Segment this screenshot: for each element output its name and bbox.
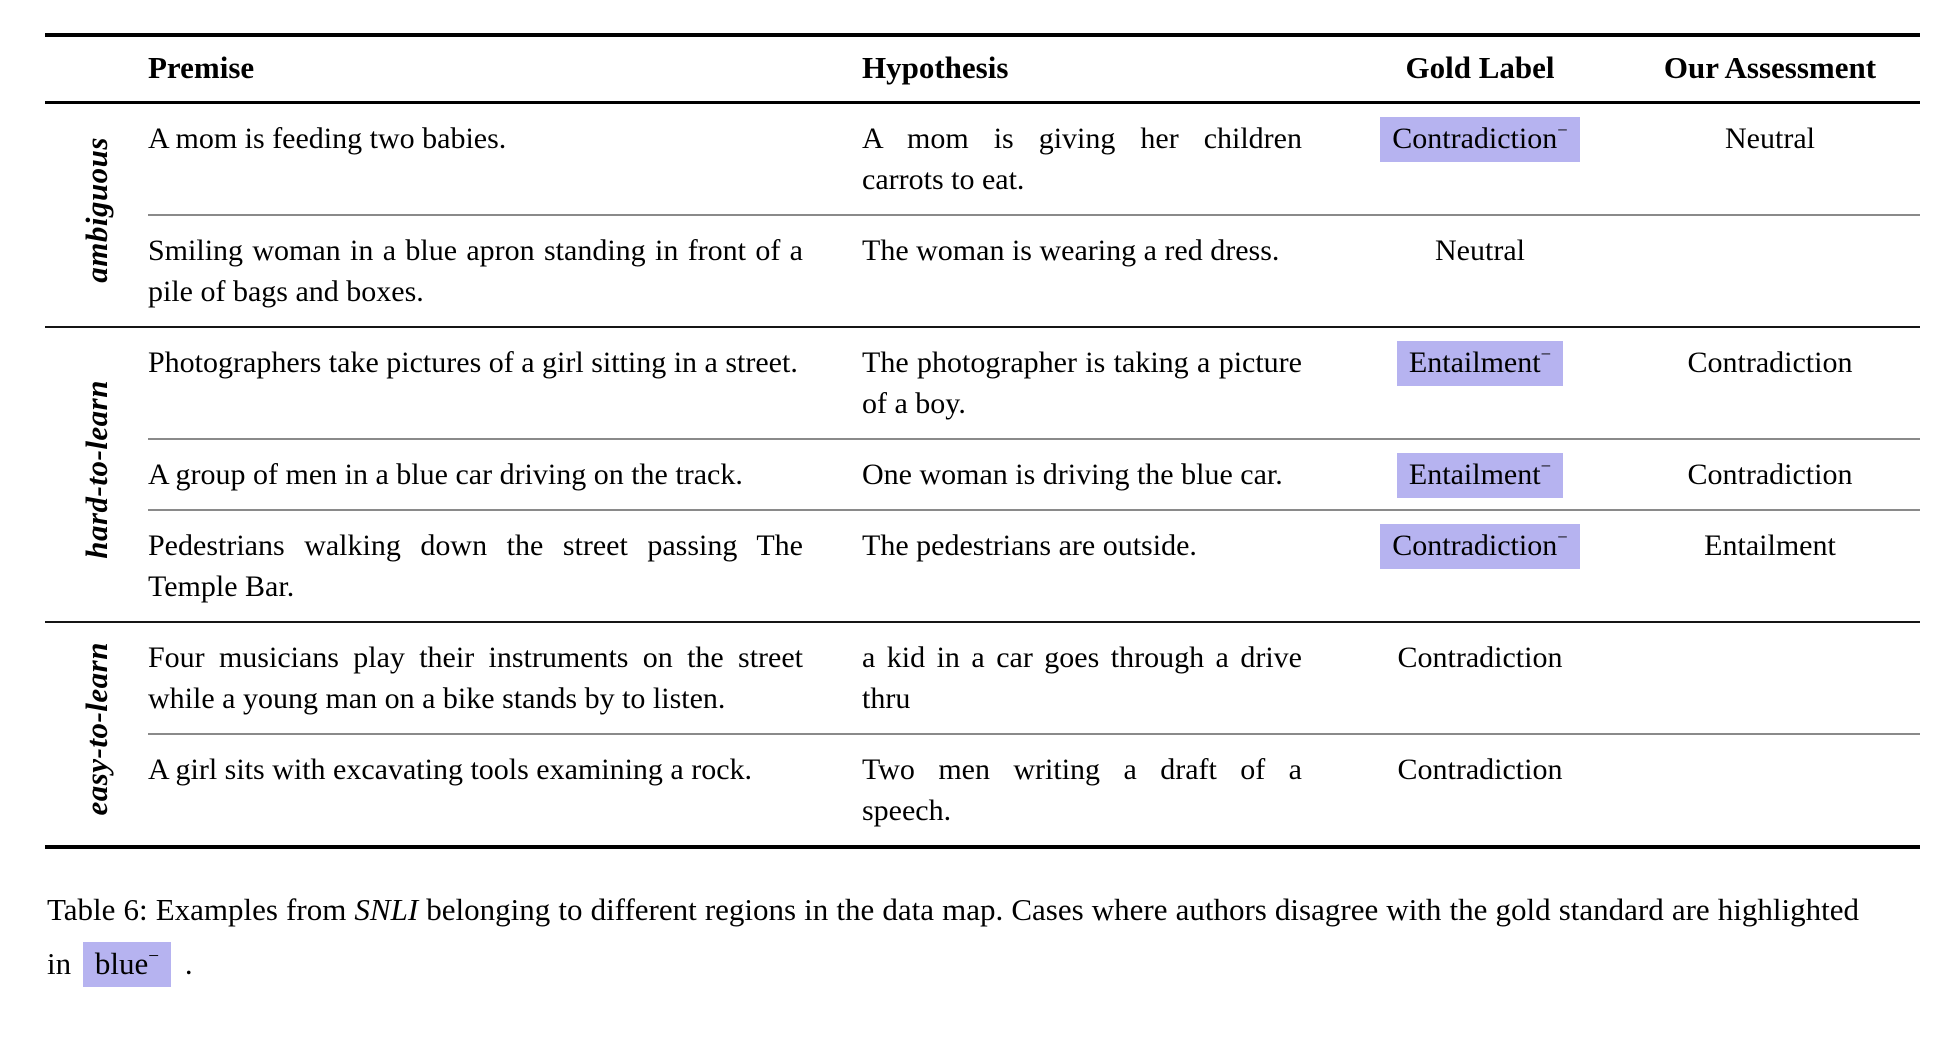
hypothesis-cell: The pedestrians are outside.: [862, 510, 1340, 622]
gold-label-cell: [1340, 327, 1620, 439]
assessment-cell: Neutral: [1620, 103, 1920, 216]
group-label-text: easy-to-learn: [79, 641, 114, 816]
hypothesis-cell: The woman is wearing a red dress.: [862, 215, 1340, 327]
group-easy-to-learn: [45, 622, 1920, 847]
row-group-label-hard-to-learn: [45, 327, 148, 622]
superscript-minus: −: [1540, 344, 1552, 365]
table-row: [45, 734, 1920, 847]
hypothesis-cell: Two men writing a draft of a speech.: [862, 734, 1340, 847]
assessment-cell: [1620, 622, 1920, 734]
assessment-cell: Entailment: [1620, 510, 1920, 622]
gold-label-cell: [1340, 215, 1620, 327]
group-label-text: hard-to-learn: [79, 379, 114, 559]
dataset-name: SNLI: [354, 892, 419, 927]
gold-label-highlight: Entailment−: [1397, 341, 1563, 386]
table-row: [45, 215, 1920, 327]
superscript-minus: −: [1557, 120, 1568, 141]
snli-examples-table: [45, 33, 1920, 849]
header-premise: Premise: [148, 35, 862, 103]
row-group-label-easy-to-learn: [45, 622, 148, 847]
blue-highlight-sample: blue−: [83, 942, 171, 987]
gold-label-cell: [1340, 734, 1620, 847]
table-row: [45, 327, 1920, 439]
superscript-minus: −: [1540, 456, 1552, 477]
assessment-cell: Contradiction: [1620, 439, 1920, 510]
group-label-text: ambiguous: [79, 136, 114, 283]
table-row: [45, 622, 1920, 734]
header-our-assessment: Our Assessment: [1620, 35, 1920, 103]
premise-cell: Four musicians play their instruments on the street while a young man on a bike stands by to listen.: [148, 622, 862, 734]
header-gold-label: Gold Label: [1340, 35, 1620, 103]
gold-label-cell: [1340, 622, 1620, 734]
assessment-cell: [1620, 215, 1920, 327]
header-spacer: [45, 35, 148, 103]
hypothesis-cell: One woman is driving the blue car.: [862, 439, 1340, 510]
hypothesis-cell: A mom is giving her children carrots to eat.: [862, 103, 1340, 216]
gold-label-cell: [1340, 103, 1620, 216]
premise-cell: Pedestrians walking down the street passing The Temple Bar.: [148, 510, 862, 622]
header-hypothesis: Hypothesis: [862, 35, 1340, 103]
premise-cell: A group of men in a blue car driving on the track.: [148, 439, 862, 510]
superscript-minus: −: [1557, 527, 1568, 548]
gold-label-highlight: Contradiction−: [1380, 524, 1579, 569]
gold-label-plain: Contradiction: [1397, 753, 1563, 786]
table-caption: [47, 883, 1859, 991]
row-group-label-ambiguous: [45, 103, 148, 328]
premise-cell: Photographers take pictures of a girl sitting in a street.: [148, 327, 862, 439]
caption-prefix: Table 6: Examples from: [47, 892, 355, 927]
table-row: [45, 103, 1920, 216]
gold-label-cell: [1340, 439, 1620, 510]
caption-suffix: .: [177, 946, 193, 981]
hypothesis-cell: a kid in a car goes through a drive thru: [862, 622, 1340, 734]
caption-middle: belonging to different regions in the data map. Cases where authors disagree with the gold standard are highlighted in: [47, 892, 1859, 981]
premise-cell: Smiling woman in a blue apron standing in front of a pile of bags and boxes.: [148, 215, 862, 327]
group-ambiguous: [45, 103, 1920, 328]
premise-cell: A girl sits with excavating tools examining a rock.: [148, 734, 862, 847]
gold-label-highlight: Entailment−: [1397, 453, 1563, 498]
gold-label-plain: Contradiction: [1397, 641, 1563, 674]
gold-label-highlight: Contradiction−: [1380, 117, 1579, 162]
table-row: [45, 510, 1920, 622]
hypothesis-cell: The photographer is taking a picture of a boy.: [862, 327, 1340, 439]
assessment-cell: [1620, 734, 1920, 847]
assessment-cell: Contradiction: [1620, 327, 1920, 439]
gold-label-cell: [1340, 510, 1620, 622]
gold-label-plain: Neutral: [1435, 234, 1525, 267]
header-row: [45, 35, 1920, 103]
superscript-minus: −: [148, 946, 160, 967]
group-hard-to-learn: [45, 327, 1920, 622]
premise-cell: A mom is feeding two babies.: [148, 103, 862, 216]
table-row: [45, 439, 1920, 510]
